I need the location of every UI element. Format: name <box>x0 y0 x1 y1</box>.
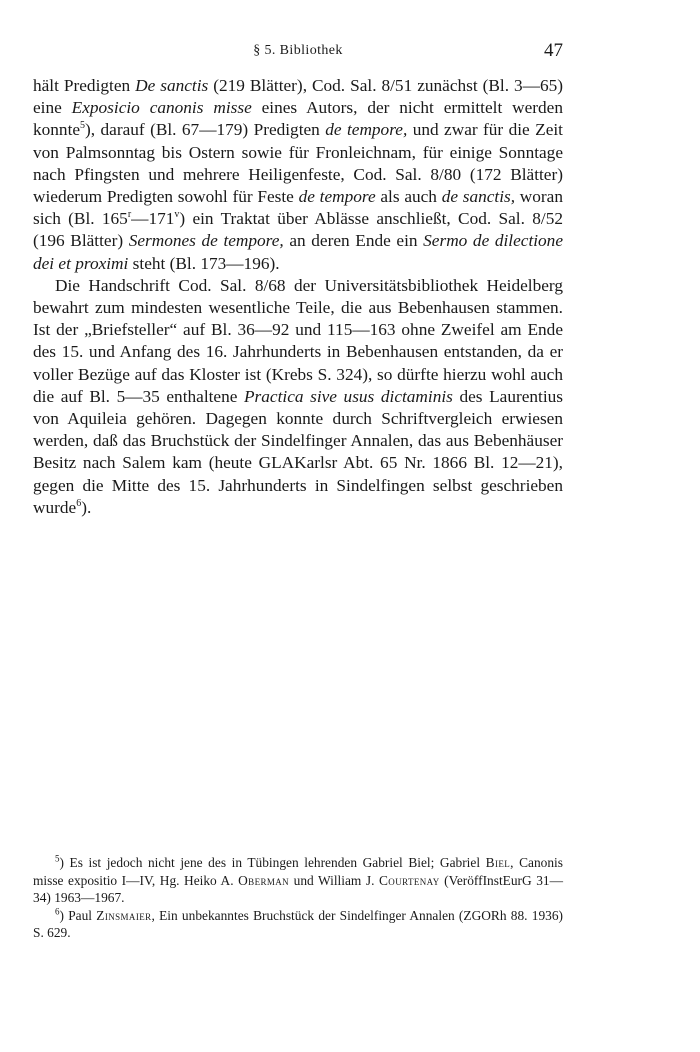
paragraph <box>33 275 563 519</box>
text-run: ) Es ist jedoch nicht jene des in Tübingen lehrenden Gabriel Biel; Gabriel <box>59 855 486 870</box>
section-title: § 5. Bibliothek <box>253 43 343 58</box>
paragraph <box>33 75 563 275</box>
author-name: Courtenay <box>378 872 440 888</box>
italic-span: Exposicio canonis misse <box>71 98 252 118</box>
main-text <box>33 75 563 519</box>
text-run: als auch <box>375 187 442 207</box>
text-run: ) Paul <box>59 907 97 923</box>
footnotes <box>33 854 563 942</box>
footnote <box>33 854 563 907</box>
text-run: steht (Bl. 173—196). <box>128 253 280 273</box>
text-run: eines Autors, der nicht ermittelt werden konnte <box>33 98 563 140</box>
italic-span: Sermones de tempore, <box>128 231 284 251</box>
superscript: v <box>174 209 180 221</box>
footnote <box>33 907 563 942</box>
italic-span: De sanctis <box>135 76 209 95</box>
text-run: —171 <box>131 209 175 229</box>
italic-span: Sermo de dilectione dei et proximi <box>33 231 563 273</box>
text-run: (219 Blätter), Cod. Sal. 8/51 zunächst (Bl. 3—65) eine <box>33 76 563 118</box>
author-name: Biel <box>485 855 511 870</box>
text-run: des Laurentius von Aquileia gehören. Dagegen konnte durch Schriftvergleich erwiesen werden, daß das Bruchstück der Sindelfinger Annalen, das aus Bebenhäuser Besitz nach Salem kam (heute GLAKarlsr Abt. 65 Nr. 1866 Bl. 12—21), gegen die Mitte des 15. Jahrhunderts in Sindelfingen selbst geschrieben wurde <box>33 386 564 517</box>
text-run: an deren Ende ein <box>283 231 424 251</box>
footnote-marker: 5 <box>55 853 60 864</box>
text-run: ), darauf (Bl. 67—179) Predigten <box>85 120 326 140</box>
text-run: Die Handschrift Cod. Sal. 8/68 der Universitätsbibliothek Heidelberg bewahrt zum mindesten wesentliche Teile, die aus Bebenhausen stammen. Ist der „Briefsteller“ auf Bl. 36—92 und 115—163 ohne Zweifel am Ende des 15. und Anfang des 16. Jahrhunderts in Bebenhausen entstanden, da er voller Bezüge auf das Kloster ist (Krebs S. 324), so dürfte hierzu wohl auch die auf Bl. 5—35 enthaltene <box>33 275 563 406</box>
page-number: 47 <box>544 40 563 61</box>
text-run: , Ein unbekanntes Bruchstück der Sindelfinger Annalen (ZGORh 88. 1936) S. 629. <box>33 907 563 941</box>
author-name: Zinsmaier <box>96 907 152 923</box>
superscript: 5 <box>80 120 86 132</box>
italic-span: de sanctis, <box>441 187 516 207</box>
italic-span: de tempore <box>298 187 376 207</box>
text-run: ). <box>81 497 92 517</box>
author-name: Oberman <box>238 872 290 888</box>
footnote-marker: 6 <box>55 906 60 917</box>
superscript: r <box>127 209 132 221</box>
text-run: hält Predigten <box>33 76 136 95</box>
italic-span: Practica sive usus dictaminis <box>244 386 453 406</box>
text-run: , Canonis misse expositio I—IV, Hg. Heiko A. <box>33 855 563 888</box>
text-run: und zwar für die Zeit von Palmsonntag bis Ostern sowie für Fronleichnam, für einige Sonntage nach Pfingsten und mehrere Heiligenfeste, Cod. Sal. 8/80 (172 Blätter) wiederum Predigten sowohl für Feste <box>33 120 563 207</box>
text-run: ) ein Traktat über Ablässe anschließt, Cod. Sal. 8/52 (196 Blätter) <box>33 209 563 251</box>
italic-span: de tempore, <box>325 120 408 140</box>
running-header <box>33 40 563 64</box>
text-run: woran sich (Bl. 165 <box>33 187 563 229</box>
text-run: und William J. <box>289 872 379 888</box>
text-run: (VeröffInstEurG 31—34) 1963—1967. <box>33 872 563 906</box>
superscript: 6 <box>76 498 82 510</box>
